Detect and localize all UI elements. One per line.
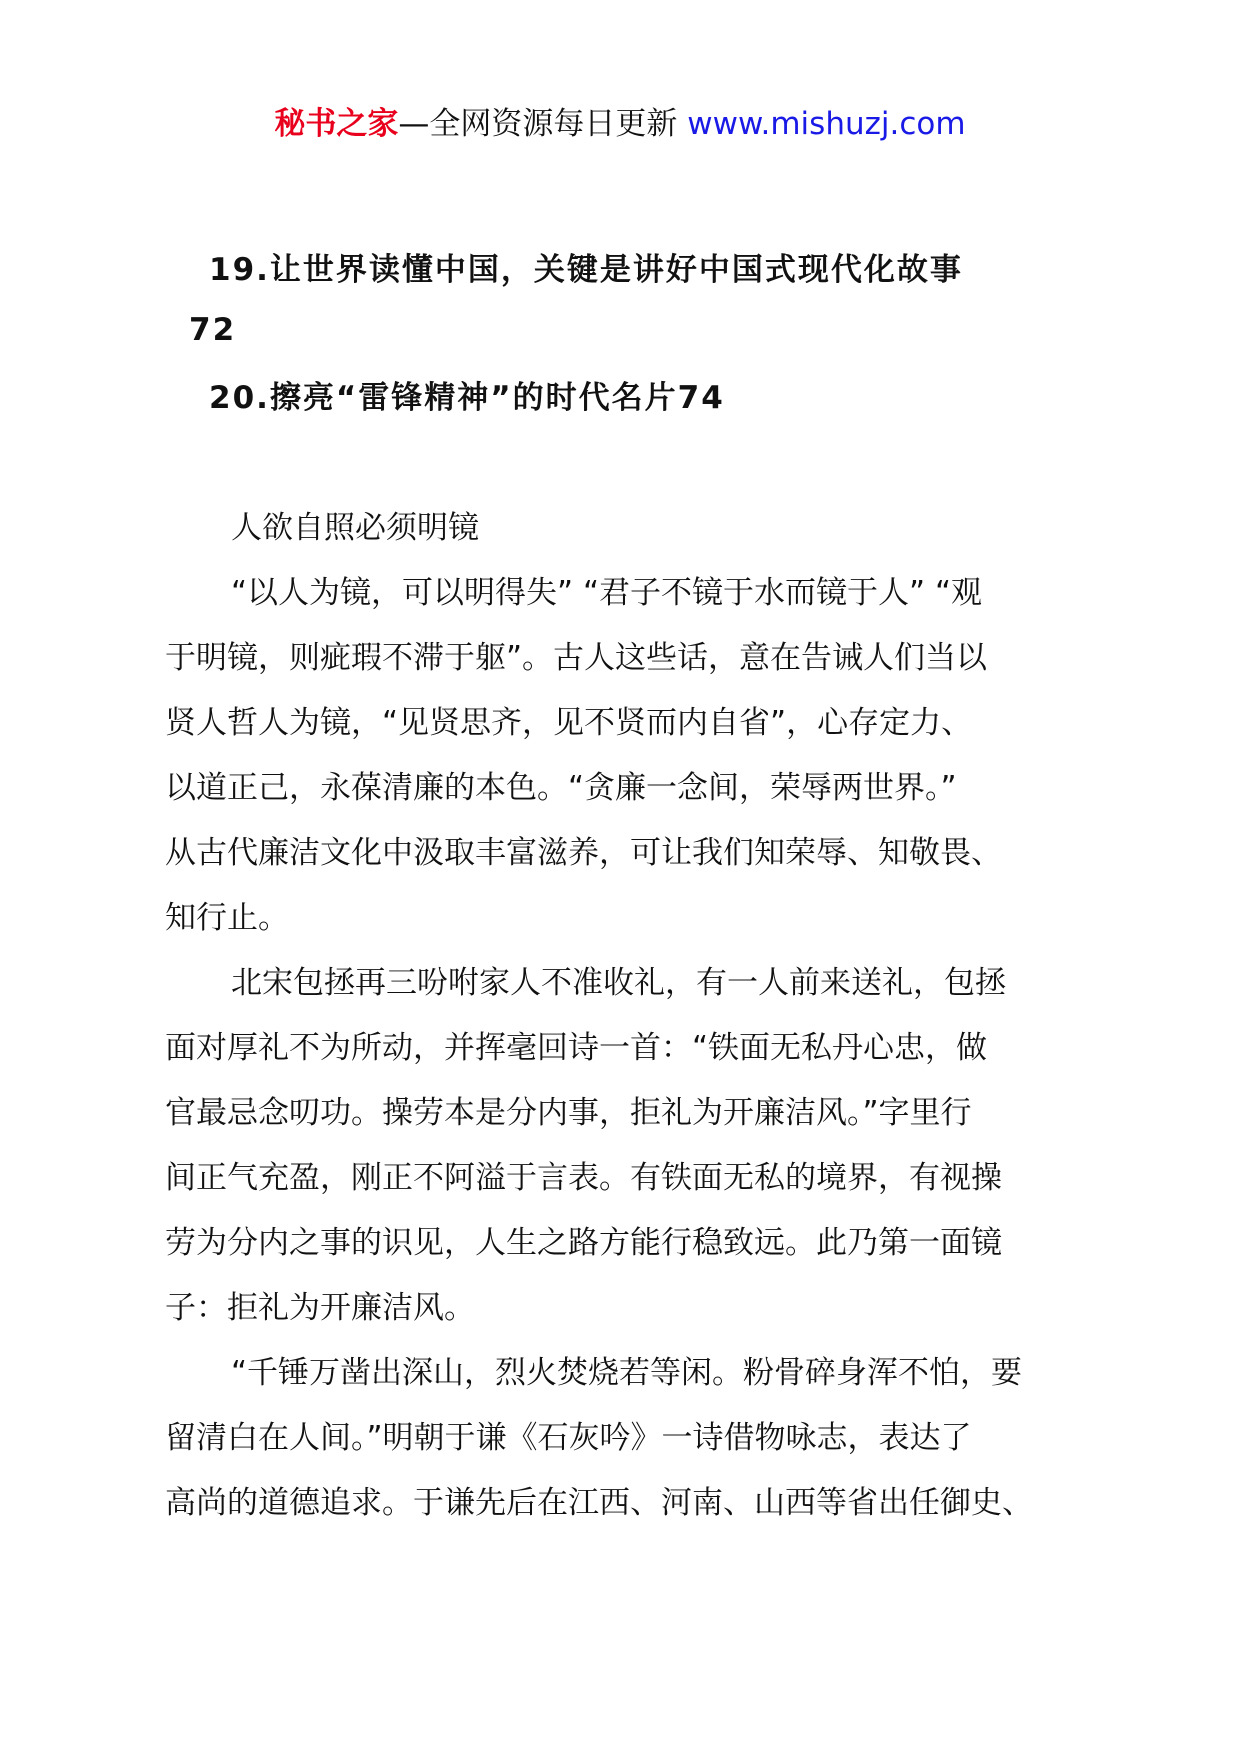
toc-entry-number: 20. [209, 380, 270, 416]
page-header [0, 102, 1240, 146]
paragraph-line: 北宋包拯再三吩咐家人不准收礼，有一人前来送礼，包拯 [231, 965, 1006, 1001]
toc-entry[interactable] [209, 368, 1109, 428]
paragraph-line: 于明镜，则疵瑕不滞于躯”。古人这些话，意在告诫人们当以 [165, 640, 988, 676]
toc-entry-title: 让世界读懂中国，关键是讲好中国式现代化故事 [269, 252, 963, 288]
paragraph-line: 间正气充盈，刚正不阿溢于言表。有铁面无私的境界，有视操 [165, 1160, 1002, 1196]
toc-entry-page: 72 [189, 312, 237, 348]
paragraph-line: 子：拒礼为开廉洁风。 [165, 1290, 475, 1326]
header-tagline: —全网资源每日更新 [398, 106, 688, 142]
toc-entry-number: 19. [209, 252, 270, 288]
paragraph-line: 以道正己，永葆清廉的本色。“贪廉一念间，荣辱两世界。” [165, 770, 957, 806]
paragraph [165, 951, 1115, 1341]
paragraph-line: 贤人哲人为镜，“见贤思齐，见不贤而内自省”，心存定力、 [165, 705, 973, 741]
paragraph-line: 劳为分内之事的识见，人生之路方能行稳致远。此乃第一面镜 [165, 1225, 1002, 1261]
article-title: 人欲自照必须明镜 [231, 510, 479, 546]
paragraph-line: 知行止。 [165, 900, 289, 936]
toc-entry-page-line [189, 300, 1109, 360]
paragraph-line: “千锤万凿出深山，烈火焚烧若等闲。粉骨碎身浑不怕，要 [231, 1355, 1023, 1391]
site-url-link[interactable]: www.mishuzj.com [687, 106, 966, 142]
toc-entry-title: 擦亮“雷锋精神”的时代名片 [269, 380, 678, 416]
brand-name: 秘书之家 [274, 106, 399, 142]
paragraph-line: 面对厚礼不为所动，并挥毫回诗一首：“铁面无私丹心忠，做 [165, 1030, 988, 1066]
paragraph-line: 高尚的道德追求。于谦先后在江西、河南、山西等省出任御史、 [165, 1485, 1033, 1521]
toc-entry-page: 74 [677, 380, 725, 416]
table-of-contents [189, 240, 1109, 428]
paragraph [165, 1341, 1115, 1536]
toc-entry[interactable] [189, 240, 1109, 360]
paragraph-line: 留清白在人间。”明朝于谦《石灰吟》一诗借物咏志，表达了 [165, 1420, 972, 1456]
paragraph [165, 561, 1115, 951]
paragraph-line: “以人为镜，可以明得失” “君子不镜于水而镜于人” “观 [231, 575, 983, 611]
paragraph-line: 官最忌念叨功。操劳本是分内事，拒礼为开廉洁风。”字里行 [165, 1095, 972, 1131]
toc-entry-title-line [209, 240, 1109, 300]
article-body [165, 496, 1115, 1536]
toc-entry-title-line [209, 368, 1109, 428]
paragraph-line: 从古代廉洁文化中汲取丰富滋养，可让我们知荣辱、知敬畏、 [165, 835, 1002, 871]
